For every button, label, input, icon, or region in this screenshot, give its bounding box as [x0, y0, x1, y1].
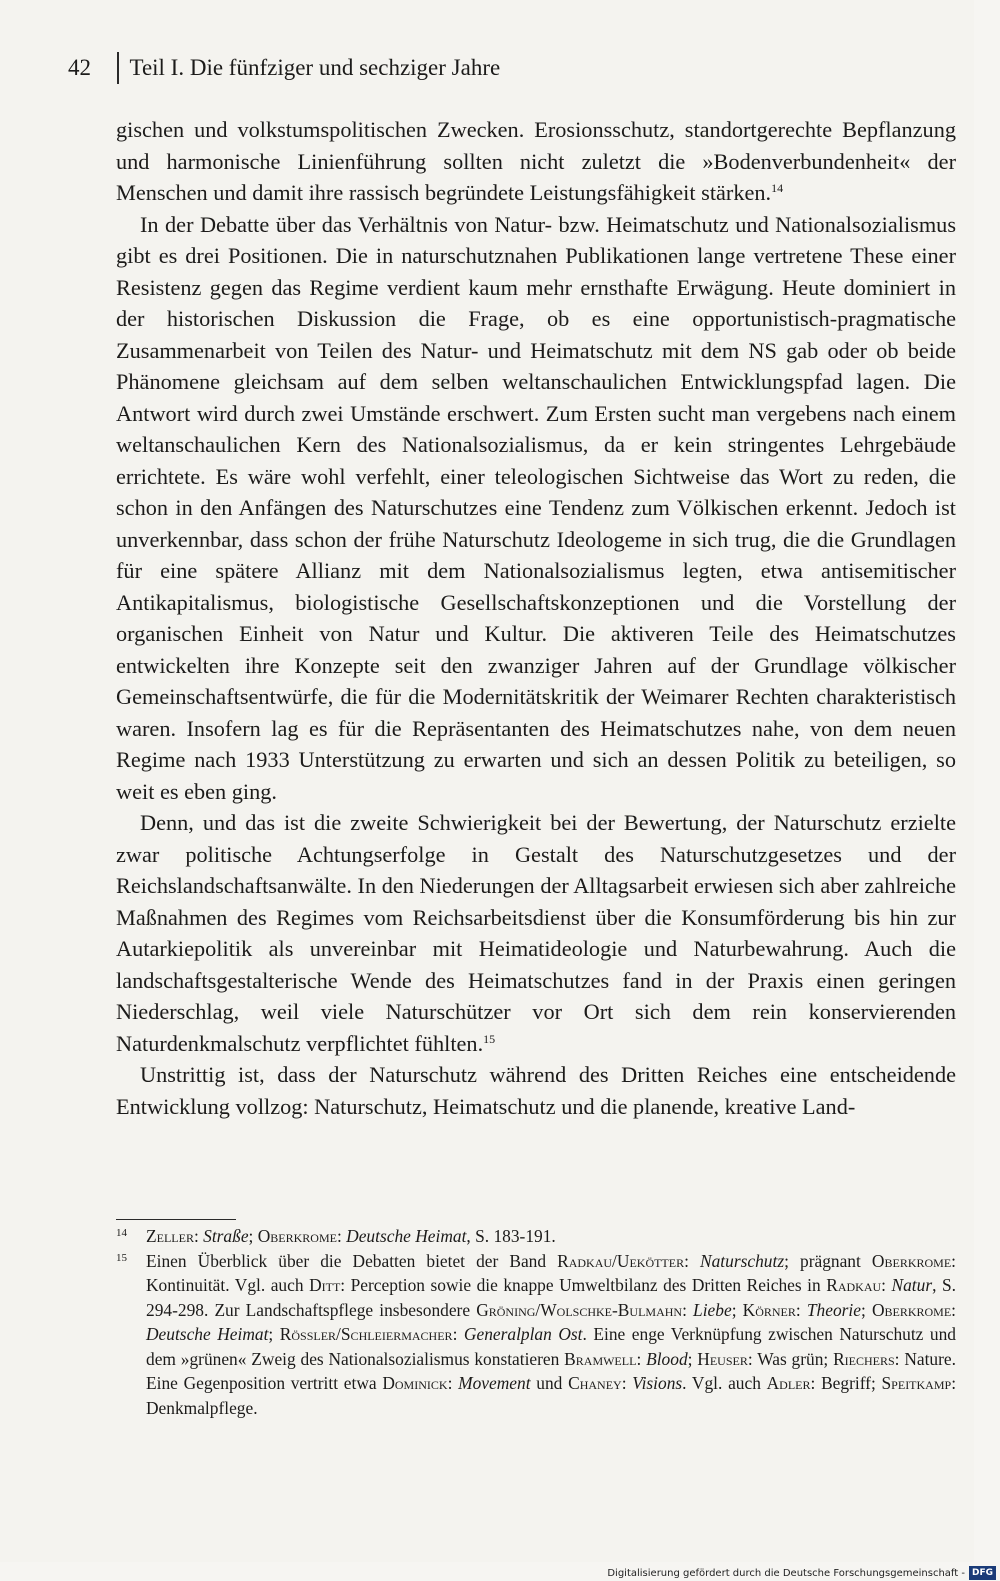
footnote-run: . Vgl. auch [682, 1373, 767, 1393]
footnote-run: : [193, 1226, 204, 1246]
digitization-credit [607, 1566, 996, 1580]
citation-title: Movement [458, 1373, 531, 1393]
page-number: 42 [68, 55, 91, 80]
footnote-run: ; [687, 1348, 698, 1369]
footnote-run: : [684, 1250, 701, 1271]
footnote-number: 14 [116, 1227, 127, 1239]
header-divider [117, 52, 119, 84]
footnote-run: : [336, 1226, 347, 1246]
footnote-run: : Perception sowie die knappe Umweltbilanz des Dritten Reiches in [340, 1275, 827, 1295]
paragraph-4: Unstrittig ist, dass der Naturschutz während des Dritten Reiches eine entscheidende Entwicklung vollzog: Naturschutz, Heimatschutz und die planende, kreative Land- [116, 1062, 956, 1119]
footnote-ref-14[interactable]: 14 [771, 181, 784, 195]
footnote-run: , S. 294-298. Zur Landschaftspflege insbesondere [146, 1275, 956, 1320]
author-name: Gröning/Wolschke-Bulmahn [476, 1299, 683, 1320]
paragraph-2: In der Debatte über das Verhältnis von Natur- bzw. Heimatschutz und Nationalsozialismus gibt es drei Positionen. Die in naturschutznahen Publikationen lange vertretene These einer Resistenz gegen das Regime verdient kaum mehr ernsthafte Erwägung. Heute dominiert in der historischen Diskussion die Frage, ob es eine opportunistisch-pragmatische Zusammenarbeit von Teilen des Natur- und Heimatschutz mit dem NS gab oder ob beide Phänomene gleichsam auf dem selben weltanschaulichen Entwicklungspfad lagen. Die Antwort wird durch zwei Umstände erschwert. Zum Ersten sucht man vergebens nach einem weltanschaulichen Kern des Nationalsozialismus, da er kein stringentes Lehrgebäude errichtete. Es wäre wohl verfehlt, einer teleologischen Sichtweise das Wort zu reden, die schon in den Anfängen des Naturschutzes eine Tendenz zum Völkischen erkennt. Jedoch ist unverkennbar, dass schon der frühe Naturschutz Ideologeme in sich trug, die die Grundlagen für eine spätere Allianz mit dem Nationalsozialismus legten, etwa antisemitischer Antikapitalismus, biologistische Gesellschaftskonzeptionen und die Vorstellung der organischen Einheit von Natur und Kultur. Die aktiveren Teile des Heimatschutzes entwickelten ihre Konzepte seit den zwanziger Jahren auf der Grundlage völkischer Gemeinschaftsentwürfe, die für die Modernitätskritik der Weimarer Rechten charakteristisch waren. Insofern lag es für die Repräsentanten des Heimatschutzes nahe, von dem neuen Regime nach 1933 Unterstützung zu erwarten und sich an dessen Politik zu beteiligen, so weit es eben ging. [116, 211, 956, 804]
footnote-run: : [452, 1324, 464, 1344]
footnote-run: : [636, 1348, 647, 1369]
author-name: Adler [766, 1373, 811, 1393]
footnote-number: 15 [116, 1251, 127, 1264]
author-name: Oberkrome [871, 1299, 952, 1320]
footnote-run: Einen Überblick über die Debatten bietet der Band [146, 1250, 558, 1271]
author-name: Dominick [382, 1373, 448, 1393]
author-name: Radkau [826, 1275, 882, 1295]
author-name: Körner [742, 1299, 796, 1320]
footnote-run: ; [248, 1226, 258, 1246]
citation-title: Deutsche Heimat [346, 1226, 467, 1246]
footnote-run: : [795, 1299, 807, 1320]
footnote-14 [116, 1224, 956, 1249]
paragraph-3: Denn, und das ist die zweite Schwierigkeit bei der Bewertung, der Naturschutz erzielte zwar politische Achtungserfolge in Gestalt des Naturschutzgesetzes und der Reichslandschaftsanwälte. In den Niederungen der Alltagsarbeit erwiesen sich aber zahlreiche Maßnahmen des Regimes vom Reichsarbeitsdienst über die Konsumförderung bis hin zur Autarkiepolitik als unvereinbar mit Heimatideologie und Naturbewahrung. Auch die landschaftsgestalterische Wende des Heimatschutzes fand in der Praxis einen geringen Niederschlag, weil viele Naturschützer vor Ort sich dem rein konservierenden Naturdenkmalschutz verpflichtet fühlten.$^{15}$ [116, 810, 956, 1056]
footnote-run: und [530, 1373, 569, 1393]
footnote-run: : [951, 1299, 957, 1320]
footnote-run: : Kontinuität. Vgl. auch [146, 1250, 956, 1295]
running-title: Teil I. Die fünfziger und sechziger Jahre [129, 55, 501, 80]
footnote-text [146, 1251, 956, 1418]
author-name: Heuser [697, 1348, 748, 1369]
footnote-run: : Denkmalpflege. [146, 1373, 957, 1418]
author-name: Oberkrome [257, 1226, 337, 1246]
page-header [68, 50, 500, 86]
citation-title: Straße [203, 1226, 249, 1246]
footnote-ref-15[interactable]: 15 [483, 1031, 496, 1046]
author-name: Ditt [309, 1275, 341, 1295]
footnote-separator [116, 1219, 236, 1220]
footnote-text [146, 1226, 556, 1246]
footnote-run: : [881, 1275, 892, 1295]
footnote-run: ; prägnant [784, 1250, 872, 1271]
citation-title: Theorie [806, 1299, 861, 1320]
citation-title: Visions [632, 1373, 683, 1393]
citation-title: Generalplan Ost [463, 1324, 583, 1344]
citation-title: Naturschutz [700, 1250, 785, 1271]
author-name: Bramwell [564, 1348, 637, 1369]
footnotes [116, 1224, 956, 1420]
footnote-run: . Eine enge Verknüpfung zwischen Naturschutz und dem »grünen« Zweig des Nationalsozialismus konstatieren [146, 1324, 956, 1369]
citation-title: Blood [646, 1348, 688, 1369]
citation-title: Deutsche Heimat [146, 1324, 269, 1344]
credit-text: Digitalisierung gefördert durch die Deutsche Forschungsgemeinschaft - [607, 1567, 965, 1579]
footnote-run: : [621, 1373, 633, 1393]
author-name: Oberkrome [871, 1250, 952, 1271]
body-text [116, 114, 956, 1122]
dfg-logo: DFG [969, 1566, 996, 1580]
author-name: Speitkamp [881, 1373, 952, 1393]
author-name: Chaney [568, 1373, 622, 1393]
footnote-run: , S. 183-191. [466, 1226, 556, 1246]
author-name: Riechers [833, 1348, 895, 1369]
footnote-run: ; [268, 1324, 280, 1344]
citation-title: Liebe [693, 1299, 732, 1320]
author-name: Rössler/Schleiermacher [279, 1324, 453, 1344]
author-name: Radkau/Uekötter [557, 1250, 685, 1271]
author-name: Zeller [146, 1226, 194, 1246]
footnote-run: : Begriff; [810, 1373, 882, 1393]
footnote-run: : [447, 1373, 459, 1393]
footnote-run: ; [731, 1299, 743, 1320]
footnote-run: : [682, 1299, 694, 1320]
citation-title: Natur [891, 1275, 933, 1295]
footnote-run: : Nature. Eine Gegenposition vertritt etwa [146, 1348, 956, 1393]
footnote-run: ; [860, 1299, 872, 1320]
paragraph-1: gischen und volkstumspolitischen Zwecken. Erosionsschutz, standortgerechte Bepflanzung und harmonische Linienführung sollten nicht zuletzt die »Bodenverbundenheit« der Menschen und damit ihre rassisch begründete Leistungsfähigkeit stärken.$^{14}$ [116, 117, 956, 205]
footnote-15 [116, 1249, 956, 1421]
footnote-run: : Was grün; [747, 1348, 834, 1369]
